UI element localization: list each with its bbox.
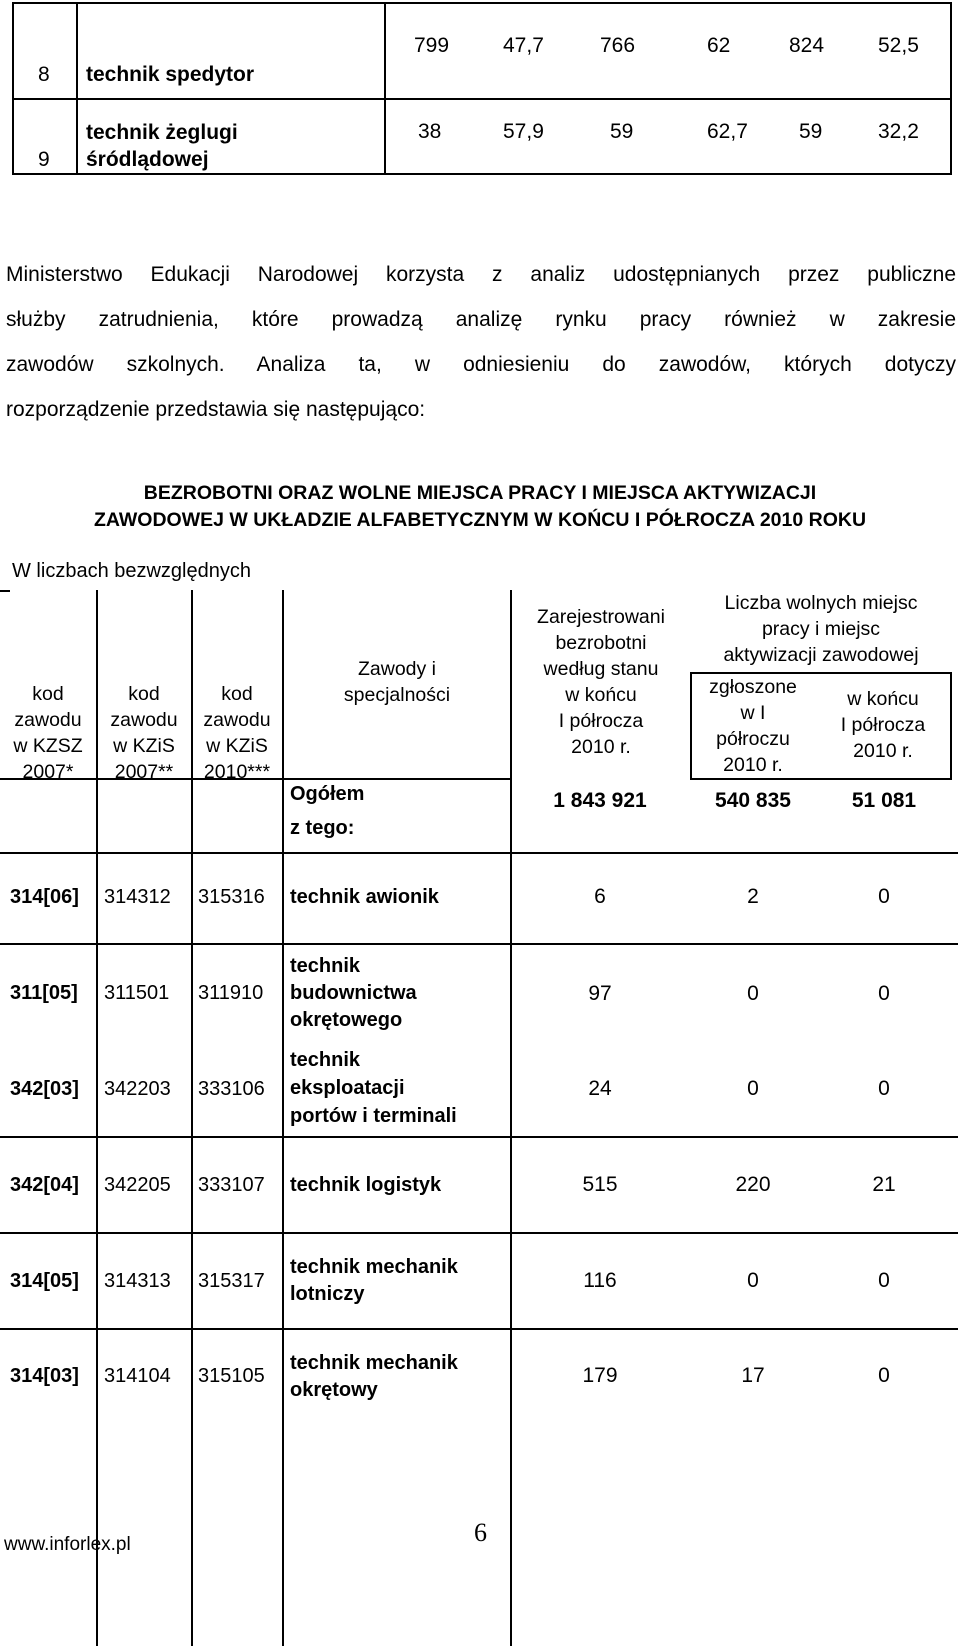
kzis2007-code: 311501	[104, 982, 170, 1004]
value-zgloszone: 220	[735, 1173, 771, 1196]
kzis2010-code: 315105	[198, 1365, 265, 1387]
value-cell: 47,7	[503, 34, 544, 57]
kzis2010-code: 315316	[198, 886, 265, 908]
profession-name: portów i terminali	[290, 1105, 457, 1127]
value-cell: 799	[414, 34, 450, 57]
paragraph-line: rozporządzenie przedstawia się następująco:	[6, 398, 426, 421]
header-text: w KZiS	[113, 735, 175, 757]
header-w-koncu	[816, 686, 950, 764]
table-subtitle: W liczbach bezwzględnych	[12, 560, 251, 582]
value-w-koncu: 0	[878, 982, 890, 1005]
kzis2007-code: 314104	[104, 1365, 171, 1387]
value-cell: 62	[707, 34, 731, 57]
header-text: 2007**	[114, 761, 174, 783]
value-bezrobotni: 6	[594, 885, 606, 908]
header-text: specjalności	[343, 684, 451, 706]
header-text: 2010 r.	[853, 740, 913, 762]
kzis2007-code: 314312	[104, 886, 171, 908]
kzis2010-code: 333106	[198, 1078, 265, 1100]
header-text: aktywizacji zawodowej	[723, 644, 919, 666]
value-w-koncu: 21	[872, 1173, 896, 1196]
header-text: zgłoszone	[709, 676, 797, 698]
kzsz-code: 314[06]	[10, 886, 79, 908]
kzsz-code: 342[03]	[10, 1078, 79, 1100]
row-number: 8	[38, 63, 50, 86]
header-text: I półrocza	[558, 710, 644, 732]
kzis2007-code: 342205	[104, 1174, 171, 1196]
body-paragraph	[6, 252, 956, 432]
value-cell: 38	[418, 120, 442, 143]
header-text: zawodu	[203, 709, 271, 731]
header-text: kod	[221, 683, 253, 705]
header-text: w końcu	[565, 684, 637, 706]
value-w-koncu: 0	[878, 1269, 890, 1292]
header-text: w KZSZ	[13, 735, 83, 757]
kzsz-code: 311[05]	[10, 982, 78, 1004]
table-title-line2: ZAWODOWEJ W UKŁADZIE ALFABETYCZNYM W KOŃCU I PÓŁROCZA 2010 ROKU	[93, 509, 867, 531]
profession-name: lotniczy	[290, 1283, 365, 1305]
value-zgloszone: 2	[747, 885, 759, 908]
value-bezrobotni: 97	[588, 982, 612, 1005]
kzsz-code: 314[05]	[10, 1270, 79, 1292]
profession-name: technik logistyk	[290, 1174, 442, 1196]
profession-name: budownictwa	[290, 982, 417, 1004]
header-text: zawodu	[110, 709, 178, 731]
kzis2010-code: 333107	[198, 1174, 265, 1196]
paragraph-line: Ministerstwo Edukacji Narodowej korzysta z analiz udostępnianych przez publiczne	[6, 263, 956, 286]
profession-name: technik żeglugi	[86, 121, 238, 144]
header-text: 2010 r.	[571, 736, 631, 758]
profession-name: technik mechanik	[290, 1352, 458, 1374]
header-text: kod	[128, 683, 160, 705]
value-bezrobotni: 515	[582, 1173, 618, 1196]
z-tego-label: z tego:	[290, 817, 355, 839]
kzis2010-code: 311910	[198, 982, 264, 1004]
header-text: I półrocza	[840, 714, 926, 736]
value-bezrobotni: 116	[583, 1269, 617, 1292]
value-cell: 59	[610, 120, 634, 143]
header-zawody	[284, 656, 510, 708]
ogolem-w-koncu: 51 081	[851, 789, 917, 812]
value-cell: 62,7	[707, 120, 748, 143]
header-text: zawodu	[14, 709, 82, 731]
paragraph-line: służby zatrudnienia, które prowadzą analizę rynku pracy również w zakresie	[6, 308, 956, 331]
ogolem-zgloszone: 540 835	[715, 789, 791, 812]
header-text: w końcu	[847, 688, 919, 710]
table-title-line1: BEZROBOTNI ORAZ WOLNE MIEJSCA PRACY I MIEJSCA AKTYWIZACJI	[143, 482, 817, 504]
profession-name: technik awionik	[290, 886, 439, 908]
kzsz-code: 314[03]	[10, 1365, 79, 1387]
profession-name: śródlądowej	[86, 148, 209, 171]
value-cell: 824	[789, 34, 825, 57]
value-cell: 766	[600, 34, 636, 57]
value-zgloszone: 0	[747, 1077, 759, 1100]
value-zgloszone: 17	[741, 1364, 765, 1387]
profession-name: okrętowego	[290, 1009, 403, 1031]
profession-name: technik	[290, 1049, 361, 1071]
header-kzis-2010	[192, 681, 282, 785]
header-kzsz	[0, 681, 96, 785]
header-text: 2010 r.	[723, 754, 783, 776]
header-text: pracy i miejsc	[761, 618, 881, 640]
profession-name: technik	[290, 955, 361, 977]
header-zgloszone	[692, 674, 814, 778]
page-number: 6	[474, 1518, 487, 1547]
value-cell: 52,5	[878, 34, 919, 57]
row-number: 9	[38, 148, 50, 171]
kzis2007-code: 314313	[104, 1270, 171, 1292]
header-text: Zarejestrowani	[537, 606, 665, 628]
profession-name: technik spedytor	[86, 63, 255, 86]
value-cell: 32,2	[878, 120, 919, 143]
value-w-koncu: 0	[878, 1364, 890, 1387]
footer-url[interactable]: www.inforlex.pl	[4, 1534, 131, 1555]
header-text: półroczu	[716, 728, 790, 750]
header-bezrobotni	[512, 604, 690, 760]
header-text: 2010***	[203, 761, 271, 783]
value-bezrobotni: 179	[582, 1364, 618, 1387]
header-text: Liczba wolnych miejsc	[724, 592, 918, 614]
kzsz-code: 342[04]	[10, 1174, 79, 1196]
value-w-koncu: 0	[878, 1077, 890, 1100]
profession-name: eksploatacji	[290, 1077, 405, 1099]
header-kzis-2007	[97, 681, 191, 785]
header-text: według stanu	[543, 658, 659, 680]
value-w-koncu: 0	[878, 885, 890, 908]
ogolem-label: Ogółem	[290, 783, 365, 805]
header-text: bezrobotni	[555, 632, 647, 654]
header-text: kod	[32, 683, 64, 705]
header-wolne-miejsca	[690, 590, 952, 668]
profession-name: technik mechanik	[290, 1256, 458, 1278]
value-cell: 59	[799, 120, 823, 143]
header-text: w KZiS	[206, 735, 268, 757]
header-text: Zawody i	[357, 658, 437, 680]
value-zgloszone: 0	[747, 982, 759, 1005]
header-text: w I	[740, 702, 766, 724]
header-text: 2007*	[22, 761, 74, 783]
paragraph-line: zawodów szkolnych. Analiza ta, w odniesieniu do zawodów, których dotyczy	[6, 353, 956, 376]
profession-name: okrętowy	[290, 1379, 378, 1401]
value-cell: 57,9	[503, 120, 544, 143]
value-bezrobotni: 24	[588, 1077, 612, 1100]
value-zgloszone: 0	[747, 1269, 759, 1292]
ogolem-bezrobotni: 1 843 921	[553, 789, 647, 812]
kzis2010-code: 315317	[198, 1270, 265, 1292]
kzis2007-code: 342203	[104, 1078, 171, 1100]
